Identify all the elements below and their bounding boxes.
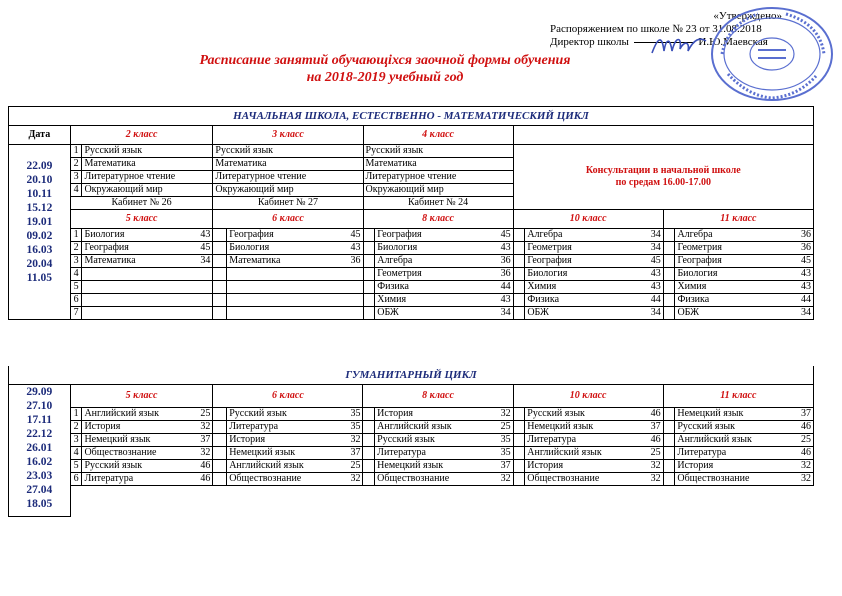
room-number: 32 xyxy=(500,408,511,419)
lesson-number: 7 xyxy=(70,307,82,320)
room-number: 25 xyxy=(350,460,361,471)
subject-cell xyxy=(375,229,513,242)
subject-name: Английский язык xyxy=(377,421,452,432)
subject-name: Немецкий язык xyxy=(527,421,594,432)
room-number: 35 xyxy=(500,447,511,458)
table-row: 22.09 20.10 10.11 15.12 19.01 09.02 16.03 20.04 11.05 1 Русский язык Русский язык Русский язык Консультации в начальной школе по средам 16.00-17.00 xyxy=(9,145,814,158)
room-number: 43 xyxy=(650,268,661,279)
subject-cell xyxy=(227,281,363,294)
approval-order: Распоряжением по школе № 23 от 31.08.2018 xyxy=(550,23,762,35)
subject-name: Математика xyxy=(229,255,281,266)
room-number: 32 xyxy=(200,447,211,458)
lesson-number xyxy=(363,447,375,460)
room-number: 32 xyxy=(350,473,361,484)
director-label: Директор школы xyxy=(550,36,629,48)
lesson-number xyxy=(363,473,375,486)
room-number: 44 xyxy=(801,294,811,305)
subject-cell xyxy=(82,242,213,255)
room-number: 25 xyxy=(801,434,811,445)
subject-name: Физика xyxy=(677,294,710,305)
subject-cell xyxy=(82,408,213,421)
signature-icon xyxy=(650,31,708,59)
subject-name: Литература xyxy=(377,447,426,458)
subject-cell xyxy=(227,408,363,421)
lesson-number xyxy=(663,447,675,460)
subject-cell xyxy=(375,447,513,460)
lesson-number xyxy=(663,307,675,320)
subject-name: Русский язык xyxy=(377,434,435,445)
lesson-number: 4 xyxy=(70,268,82,281)
lesson-number xyxy=(513,255,525,268)
lesson-number xyxy=(363,281,375,294)
date-list-bottom: 29.09 27.10 17.11 22.12 26.01 16.02 23.03 27.04 18.05 xyxy=(9,385,71,517)
lesson-number xyxy=(663,242,675,255)
empty-cell xyxy=(513,126,813,145)
subject-name: Обществознание xyxy=(527,473,600,484)
room-number: 45 xyxy=(500,229,511,240)
lesson-number xyxy=(213,421,227,434)
subject-cell xyxy=(525,281,663,294)
subject-cell xyxy=(82,268,213,281)
consultation-note: Консультации в начальной школе по средам 16.00-17.00 xyxy=(513,145,813,210)
lesson-number: 1 xyxy=(70,229,82,242)
lesson-number xyxy=(513,460,525,473)
subject-cell xyxy=(525,421,663,434)
subject-name: Геометрия xyxy=(377,268,422,279)
table-row: 4 Окружающий мир Окружающий мир Окружающий мир xyxy=(9,184,814,197)
lesson-number xyxy=(213,255,227,268)
lesson-number: 1 xyxy=(70,408,82,421)
schedule-title xyxy=(150,52,620,86)
table-row xyxy=(9,229,814,242)
subject-cell xyxy=(227,242,363,255)
subject-name: Биология xyxy=(377,242,418,253)
room-number: 45 xyxy=(350,229,361,240)
lesson-number xyxy=(513,408,525,421)
room-number: 46 xyxy=(801,421,811,432)
subject-name: История xyxy=(84,421,121,432)
room-number: 37 xyxy=(200,434,211,445)
table-row xyxy=(9,294,814,307)
lesson-number xyxy=(213,447,227,460)
title-line-1: Расписание занятий обучающiхся заочной формы обучения xyxy=(199,53,571,68)
room-number: 34 xyxy=(500,307,511,318)
subject-cell xyxy=(675,281,814,294)
subject-name: Немецкий язык xyxy=(84,434,151,445)
room-number: 36 xyxy=(801,229,811,240)
subject-name: География xyxy=(677,255,722,266)
subject-name: Немецкий язык xyxy=(377,460,444,471)
lesson-number xyxy=(513,294,525,307)
subject-cell xyxy=(675,268,814,281)
room-number: 44 xyxy=(650,294,661,305)
lesson-number xyxy=(213,307,227,320)
grade-row: 29.09 27.10 17.11 22.12 26.01 16.02 23.03 27.04 18.05 5 класс 6 класс 8 класс 10 класс 11 класс xyxy=(9,385,814,408)
room-number: 35 xyxy=(500,434,511,445)
grade-header: 3 класс xyxy=(213,126,363,145)
subject-cell xyxy=(82,281,213,294)
subject-name: Геометрия xyxy=(677,242,722,253)
lesson-number xyxy=(513,447,525,460)
subject-cell xyxy=(675,294,814,307)
lesson-number xyxy=(213,473,227,486)
room-number: 25 xyxy=(650,447,661,458)
date-list-top: 22.09 20.10 10.11 15.12 19.01 09.02 16.03 20.04 11.05 xyxy=(9,145,71,320)
subject-cell xyxy=(375,434,513,447)
subject-name: История xyxy=(677,460,714,471)
date-header: Дата xyxy=(9,126,71,145)
subject-name: Английский язык xyxy=(229,460,304,471)
room-number: 45 xyxy=(650,255,661,266)
lesson-number xyxy=(363,434,375,447)
lesson-number xyxy=(363,294,375,307)
lesson-number xyxy=(213,281,227,294)
director-name: И.Ю.Маевская xyxy=(698,36,768,48)
subject-name: Физика xyxy=(377,281,409,292)
room-number: 32 xyxy=(650,473,661,484)
subject-name: Биология xyxy=(229,242,270,253)
subject-cell xyxy=(82,255,213,268)
lesson-number: 2 xyxy=(70,421,82,434)
subject-name: Алгебра xyxy=(527,229,563,240)
lesson-number xyxy=(513,281,525,294)
subject-cell xyxy=(525,255,663,268)
lesson-number: 5 xyxy=(70,460,82,473)
lesson-number xyxy=(213,268,227,281)
subject-cell xyxy=(82,294,213,307)
subject-cell xyxy=(375,307,513,320)
subject-name: Литература xyxy=(84,473,134,484)
subject-cell xyxy=(375,294,513,307)
table-row xyxy=(9,421,814,434)
subject-name: Русский язык xyxy=(677,421,735,432)
subject-name: Биология xyxy=(84,229,125,240)
room-number: 45 xyxy=(200,242,211,253)
room-number: 34 xyxy=(801,307,811,318)
room-number: 25 xyxy=(500,421,511,432)
subject-cell xyxy=(227,307,363,320)
subject-name: Обществознание xyxy=(677,473,750,484)
room-number: 35 xyxy=(350,408,361,419)
room-number: 35 xyxy=(350,421,361,432)
room-number: 32 xyxy=(200,421,211,432)
table-row: 3 Литературное чтение Литературное чтение Литературное чтение xyxy=(9,171,814,184)
room-number: 34 xyxy=(650,307,661,318)
subject-name: ОБЖ xyxy=(377,307,399,318)
room-number: 46 xyxy=(200,460,211,471)
subject-cell xyxy=(82,460,213,473)
subject-cell xyxy=(82,447,213,460)
table-row xyxy=(9,460,814,473)
subject-name: Литература xyxy=(229,421,279,432)
room-number: 46 xyxy=(200,473,211,484)
subject-cell xyxy=(675,229,814,242)
lesson-number xyxy=(513,268,525,281)
subject-cell xyxy=(525,447,663,460)
room-number: 34 xyxy=(200,255,211,266)
subject-cell xyxy=(675,255,814,268)
subject-name: ОБЖ xyxy=(527,307,550,318)
room-number: 43 xyxy=(500,242,511,253)
lesson-number xyxy=(663,408,675,421)
subject-cell xyxy=(375,281,513,294)
room-number: 32 xyxy=(500,473,511,484)
lesson-number xyxy=(363,229,375,242)
subject-cell xyxy=(82,229,213,242)
room-number: 44 xyxy=(500,281,511,292)
room-number: 37 xyxy=(650,421,661,432)
lesson-number xyxy=(213,460,227,473)
lesson-number xyxy=(213,242,227,255)
subject-cell xyxy=(375,408,513,421)
subject-name: Алгебра xyxy=(677,229,713,240)
subject-cell xyxy=(525,242,663,255)
subject-name: География xyxy=(229,229,274,240)
subject-name: Русский язык xyxy=(229,408,287,419)
subject-cell xyxy=(675,408,814,421)
lesson-number xyxy=(363,268,375,281)
subject-name: Химия xyxy=(677,281,707,292)
subject-name: География xyxy=(527,255,572,266)
room-number: 37 xyxy=(500,460,511,471)
lesson-number: 2 xyxy=(70,242,82,255)
lesson-number xyxy=(663,473,675,486)
subject-name: Литература xyxy=(677,447,727,458)
subject-cell xyxy=(525,307,663,320)
grade-header: 4 класс xyxy=(363,126,513,145)
room-number: 32 xyxy=(350,434,361,445)
room-number: 43 xyxy=(200,229,211,240)
grade-row: 5 класс 6 класс 8 класс 10 класс 11 класс xyxy=(9,210,814,229)
subject-cell xyxy=(525,473,663,486)
subject-name: Алгебра xyxy=(377,255,413,266)
lesson-number: 5 xyxy=(70,281,82,294)
lesson-number: 3 xyxy=(70,255,82,268)
table-row xyxy=(9,447,814,460)
room-number: 25 xyxy=(200,408,211,419)
subject-name: История xyxy=(229,434,266,445)
table-row xyxy=(9,255,814,268)
subject-name: Русский язык xyxy=(84,460,143,471)
subject-cell xyxy=(82,434,213,447)
subject-cell xyxy=(525,434,663,447)
lesson-number: 6 xyxy=(70,473,82,486)
subject-name: Биология xyxy=(527,268,568,279)
table-row xyxy=(9,242,814,255)
table-row xyxy=(9,473,814,486)
lesson-number: 6 xyxy=(70,294,82,307)
subject-name: Физика xyxy=(527,294,560,305)
room-number: 46 xyxy=(801,447,811,458)
subject-name: История xyxy=(527,460,564,471)
subject-cell xyxy=(227,473,363,486)
room-number: 43 xyxy=(801,268,811,279)
room-number: 45 xyxy=(801,255,811,266)
room-number: 34 xyxy=(650,242,661,253)
table-row: 2 Математика Математика Математика xyxy=(9,158,814,171)
table-row xyxy=(9,281,814,294)
subject-name: Русский язык xyxy=(527,408,585,419)
lesson-number xyxy=(513,307,525,320)
subject-name: Химия xyxy=(527,281,557,292)
subject-cell xyxy=(82,473,213,486)
table-row xyxy=(9,307,814,320)
bottom-schedule-table xyxy=(8,366,814,517)
subject-name: Немецкий язык xyxy=(229,447,296,458)
section-title-bottom: ГУМАНИТАРНЫЙ ЦИКЛ xyxy=(9,366,814,385)
lesson-number xyxy=(663,460,675,473)
subject-name: География xyxy=(84,242,129,253)
lesson-number xyxy=(513,229,525,242)
lesson-number xyxy=(663,268,675,281)
stamp-icon xyxy=(708,4,836,104)
subject-cell xyxy=(227,294,363,307)
subject-cell xyxy=(675,242,814,255)
subject-cell xyxy=(675,421,814,434)
section-title-top: НАЧАЛЬНАЯ ШКОЛА, ЕСТЕСТВЕННО - МАТЕМАТИЧЕСКИЙ ЦИКЛ xyxy=(9,107,814,126)
subject-cell xyxy=(675,307,814,320)
lesson-number xyxy=(663,281,675,294)
subject-cell xyxy=(227,268,363,281)
lesson-number xyxy=(363,255,375,268)
room-number: 32 xyxy=(650,460,661,471)
room-number: 36 xyxy=(500,255,511,266)
room-number: 37 xyxy=(350,447,361,458)
subject-cell xyxy=(227,434,363,447)
subject-cell xyxy=(375,421,513,434)
subject-name: Обществознание xyxy=(84,447,157,458)
lesson-number xyxy=(513,242,525,255)
subject-cell xyxy=(227,421,363,434)
room-number: 36 xyxy=(500,268,511,279)
lesson-number xyxy=(363,307,375,320)
room-number: 37 xyxy=(801,408,811,419)
lesson-number xyxy=(513,434,525,447)
subject-name: Английский язык xyxy=(527,447,602,458)
subject-name: Английский язык xyxy=(677,434,752,445)
room-number: 43 xyxy=(650,281,661,292)
subject-cell xyxy=(525,408,663,421)
room-number: 46 xyxy=(650,434,661,445)
subject-cell xyxy=(675,460,814,473)
lesson-number xyxy=(363,408,375,421)
lesson-number: 4 xyxy=(70,447,82,460)
subject-cell xyxy=(525,229,663,242)
approval-title: «Утверждено» xyxy=(713,10,782,22)
subject-cell xyxy=(227,460,363,473)
subject-name: Немецкий язык xyxy=(677,408,744,419)
subject-cell xyxy=(675,434,814,447)
room-number: 43 xyxy=(500,294,511,305)
top-schedule-table xyxy=(8,106,814,320)
room-number: 46 xyxy=(650,408,661,419)
lesson-number xyxy=(213,229,227,242)
room-number: 36 xyxy=(350,255,361,266)
room-number: 32 xyxy=(801,460,811,471)
lesson-number xyxy=(663,294,675,307)
subject-name: История xyxy=(377,408,414,419)
empty-space xyxy=(70,486,813,517)
lesson-number xyxy=(363,421,375,434)
room-number: 36 xyxy=(801,242,811,253)
cabinet-row: Кабинет № 26 Кабинет № 27 Кабинет № 24 xyxy=(9,197,814,210)
subject-cell xyxy=(675,473,814,486)
room-number: 34 xyxy=(650,229,661,240)
lesson-number xyxy=(663,421,675,434)
subject-name: Геометрия xyxy=(527,242,572,253)
subject-name: ОБЖ xyxy=(677,307,700,318)
room-number: 32 xyxy=(801,473,811,484)
subject-name: Обществознание xyxy=(377,473,450,484)
subject-name: География xyxy=(377,229,422,240)
subject-name: Английский язык xyxy=(84,408,159,419)
lesson-number xyxy=(213,434,227,447)
table-row xyxy=(9,408,814,421)
room-number: 43 xyxy=(350,242,361,253)
lesson-number xyxy=(213,294,227,307)
subject-name: Математика xyxy=(84,255,136,266)
lesson-number xyxy=(513,421,525,434)
subject-name: Биология xyxy=(677,268,718,279)
subject-cell xyxy=(375,473,513,486)
subject-cell xyxy=(525,268,663,281)
grade-header: 2 класс xyxy=(70,126,213,145)
subject-cell xyxy=(375,255,513,268)
subject-cell xyxy=(375,242,513,255)
subject-cell xyxy=(227,229,363,242)
lesson-number xyxy=(213,408,227,421)
lesson-number xyxy=(663,434,675,447)
subject-cell xyxy=(525,294,663,307)
lesson-number xyxy=(663,255,675,268)
subject-name: Литература xyxy=(527,434,577,445)
title-line-2: на 2018-2019 учебный год xyxy=(306,70,464,85)
lesson-number xyxy=(663,229,675,242)
subject-cell xyxy=(82,421,213,434)
subject-cell xyxy=(227,255,363,268)
room-number: 43 xyxy=(801,281,811,292)
lesson-number xyxy=(363,460,375,473)
table-row xyxy=(9,268,814,281)
subject-cell xyxy=(375,268,513,281)
lesson-number xyxy=(363,242,375,255)
subject-name: Химия xyxy=(377,294,407,305)
subject-cell xyxy=(675,447,814,460)
subject-name: Обществознание xyxy=(229,473,302,484)
lesson-number: 3 xyxy=(70,434,82,447)
subject-cell xyxy=(82,307,213,320)
subject-cell xyxy=(375,460,513,473)
subject-cell xyxy=(227,447,363,460)
table-row xyxy=(9,434,814,447)
lesson-number xyxy=(513,473,525,486)
subject-cell xyxy=(525,460,663,473)
